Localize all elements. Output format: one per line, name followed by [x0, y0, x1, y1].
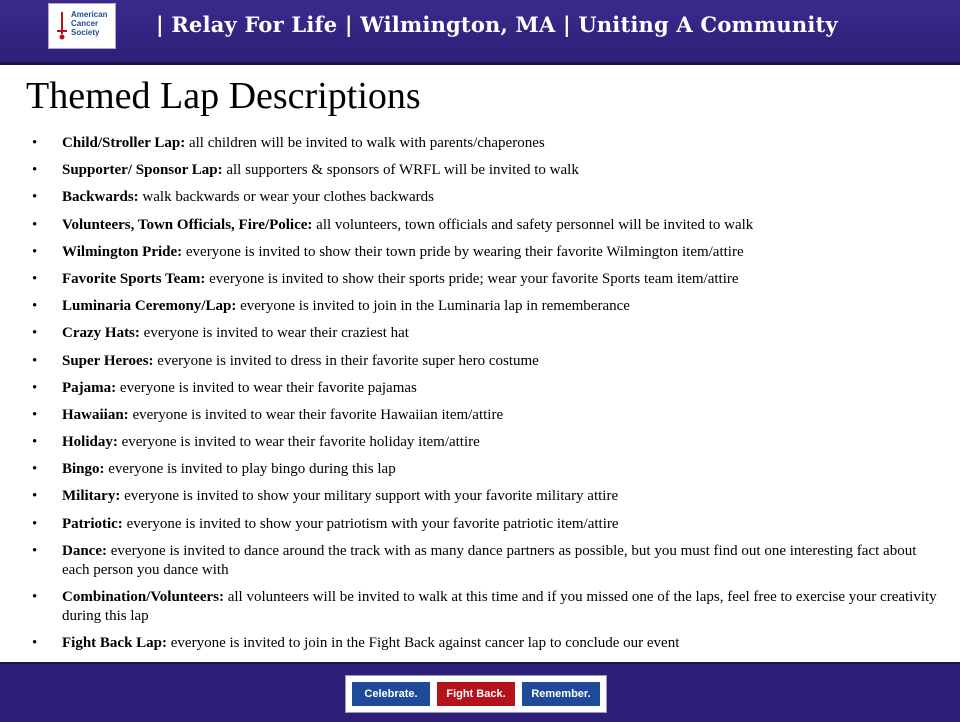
lap-description: everyone is invited to join in the Fight Back against cancer lap to conclude our event [167, 635, 680, 652]
lap-description: everyone is invited to show their sports pride; wear your favorite Sports team item/attire [205, 270, 739, 287]
lap-item [32, 216, 937, 235]
bullet-icon: • [32, 135, 38, 151]
lap-name: Combination/Volunteers: [62, 589, 224, 605]
bullet-icon: • [32, 162, 38, 179]
lap-name: Bingo: [62, 461, 105, 478]
bullet-icon: • [32, 352, 38, 369]
lap-item [32, 460, 937, 479]
header-title: | Relay For Life | Wilmington, MA | Uniting A Community [156, 12, 838, 37]
lap-item [32, 487, 937, 506]
lap-item [32, 433, 937, 452]
lap-item [32, 161, 937, 180]
footer-badge-group [345, 675, 607, 713]
lap-item [32, 134, 937, 153]
lap-name: Supporter/ Sponsor Lap: [62, 162, 223, 179]
bullet-icon: • [32, 461, 38, 478]
bullet-icon: • [32, 270, 38, 287]
lap-description: all children will be invited to walk with parents/chaperones [185, 135, 545, 151]
lap-description: everyone is invited to dress in their favorite super hero costume [153, 352, 539, 369]
lap-description: everyone is invited to wear their craziest hat [139, 325, 409, 342]
lap-description: everyone is invited to join in the Luminaria lap in rememberance [236, 298, 630, 315]
lap-name: Dance: [62, 542, 107, 559]
lap-name: Backwards: [62, 189, 139, 206]
lap-description: everyone is invited to wear their favorite Hawaiian item/attire [128, 406, 504, 423]
lap-name: Fight Back Lap: [62, 635, 168, 652]
bullet-icon: • [32, 515, 38, 532]
lap-name: Pajama: [62, 379, 117, 396]
lap-name: Military: [62, 488, 121, 505]
lap-description: everyone is invited to play bingo during this lap [104, 461, 396, 478]
lap-name: Hawaiian: [62, 406, 129, 423]
remember-badge: Remember. [522, 682, 600, 706]
lap-description: all supporters & sponsors of WRFL will be invited to walk [222, 162, 579, 179]
bullet-icon: • [32, 488, 38, 505]
lap-name: Holiday: [62, 434, 118, 451]
bullet-icon: • [32, 434, 38, 451]
bullet-icon: • [32, 589, 38, 605]
lap-item [32, 634, 937, 653]
lap-name: Child/Stroller Lap: [62, 135, 186, 151]
page-title: Themed Lap Descriptions [26, 75, 421, 117]
lap-item [32, 379, 937, 398]
bullet-icon: • [32, 325, 38, 342]
bullet-icon: • [32, 406, 38, 423]
fight-back-badge: Fight Back. [437, 682, 515, 706]
footer-bar [0, 662, 960, 722]
lap-description: everyone is invited to wear their favorite pajamas [116, 379, 417, 396]
lap-description: all volunteers will be invited to walk at this time and if you missed one of the laps, feel free to exercise your creativity during this lap [62, 589, 937, 624]
lap-name: Crazy Hats: [62, 325, 140, 342]
bullet-icon: • [32, 542, 38, 559]
lap-description: everyone is invited to show their town pride by wearing their favorite Wilmington item/attire [182, 243, 744, 260]
lap-item [32, 297, 937, 316]
bullet-icon: • [32, 216, 38, 233]
sword-icon [55, 12, 69, 40]
lap-name: Luminaria Ceremony/Lap: [62, 298, 237, 315]
lap-description: everyone is invited to show your patriotism with your favorite patriotic item/attire [122, 515, 619, 532]
bullet-icon: • [32, 635, 38, 652]
lap-name: Patriotic: [62, 515, 123, 532]
lap-item [32, 542, 937, 580]
bullet-icon: • [32, 379, 38, 396]
bullet-icon: • [32, 298, 38, 315]
american-cancer-society-logo [48, 3, 116, 49]
lap-description: walk backwards or wear your clothes backwards [138, 189, 434, 206]
bullet-icon: • [32, 189, 38, 206]
lap-item [32, 188, 937, 207]
lap-name: Volunteers, Town Officials, Fire/Police: [62, 216, 313, 233]
lap-item [32, 406, 937, 425]
logo-text: American Cancer Society [71, 10, 108, 37]
bullet-icon: • [32, 243, 38, 260]
lap-description: all volunteers, town officials and safety personnel will be invited to walk [312, 216, 754, 233]
lap-item [32, 270, 937, 289]
lap-item [32, 324, 937, 343]
lap-name: Favorite Sports Team: [62, 270, 206, 287]
celebrate-badge: Celebrate. [352, 682, 430, 706]
lap-list [32, 134, 937, 661]
lap-item [32, 588, 937, 626]
lap-item [32, 515, 937, 534]
lap-item [32, 243, 937, 262]
lap-description: everyone is invited to dance around the track with as many dance partners as possible, but you must find out one interesting fact about each person you dance with [62, 542, 917, 578]
lap-name: Wilmington Pride: [62, 243, 183, 260]
header-bar [0, 0, 960, 65]
lap-description: everyone is invited to show your military support with your favorite military attire [120, 488, 619, 505]
lap-item [32, 352, 937, 371]
lap-name: Super Heroes: [62, 352, 154, 369]
lap-description: everyone is invited to wear their favorite holiday item/attire [117, 434, 480, 451]
